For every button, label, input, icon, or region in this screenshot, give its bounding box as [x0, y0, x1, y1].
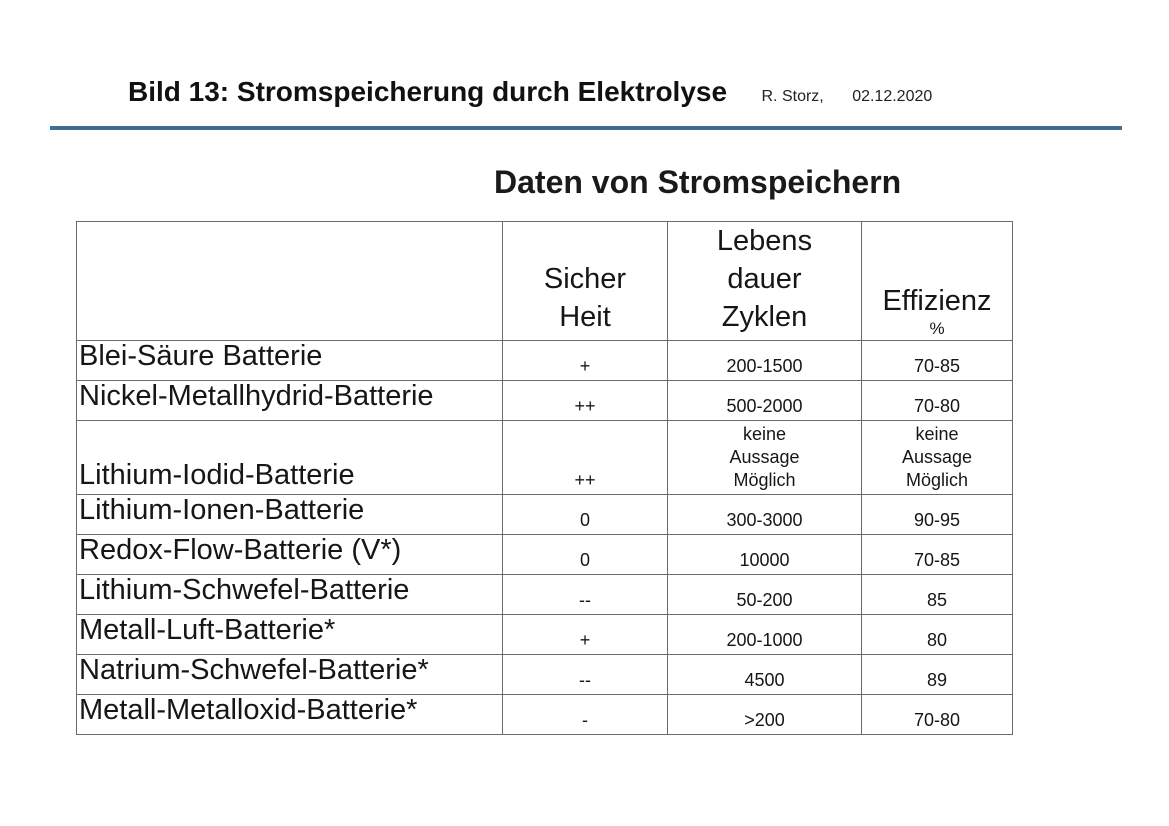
header-cell-lifetime [668, 222, 862, 341]
efficiency-line: Möglich [905, 470, 969, 490]
efficiency-cell: 89 [862, 655, 1013, 695]
lifetime-line: Möglich [733, 470, 796, 490]
efficiency-line: Aussage [901, 447, 973, 467]
page-title: Bild 13: Stromspeicherung durch Elektrolyse [128, 76, 728, 107]
safety-cell: -- [503, 575, 668, 615]
table-row [77, 535, 1013, 575]
header-safety-line: Heit [559, 301, 611, 333]
table-row [77, 341, 1013, 381]
lifetime-line: keine [742, 424, 787, 444]
efficiency-line: keine [915, 424, 959, 444]
efficiency-cell [862, 421, 1013, 495]
efficiency-cell: 70-80 [862, 695, 1013, 735]
safety-cell: + [503, 341, 668, 381]
safety-cell: ++ [503, 381, 668, 421]
efficiency-cell: 70-80 [862, 381, 1013, 421]
table-row [77, 421, 1013, 495]
lifetime-cell: 10000 [668, 535, 862, 575]
efficiency-cell: 70-85 [862, 341, 1013, 381]
table-row [77, 655, 1013, 695]
slide-header [128, 76, 932, 110]
battery-name-cell: Redox-Flow-Batterie (V*) [77, 535, 503, 575]
efficiency-cell: 90-95 [862, 495, 1013, 535]
battery-name-cell: Natrium-Schwefel-Batterie* [77, 655, 503, 695]
table-header-row [77, 222, 1013, 341]
safety-cell: 0 [503, 535, 668, 575]
lifetime-line: Aussage [729, 447, 800, 467]
battery-name-cell: Nickel-Metallhydrid-Batterie [77, 381, 503, 421]
table-row [77, 615, 1013, 655]
safety-cell: 0 [503, 495, 668, 535]
storage-data-table [76, 221, 1013, 735]
table-row [77, 381, 1013, 421]
header-cell-efficiency [862, 222, 1013, 341]
lifetime-cell: 300-3000 [668, 495, 862, 535]
date-label: 02.12.2020 [852, 88, 933, 105]
lifetime-cell [668, 421, 862, 495]
header-cell-name [77, 222, 503, 341]
safety-cell: - [503, 695, 668, 735]
efficiency-cell: 85 [862, 575, 1013, 615]
efficiency-cell: 70-85 [862, 535, 1013, 575]
lifetime-cell: 4500 [668, 655, 862, 695]
lifetime-cell: 200-1000 [668, 615, 862, 655]
slide-heading: Daten von Stromspeichern [494, 164, 902, 200]
lifetime-cell: 50-200 [668, 575, 862, 615]
safety-cell: + [503, 615, 668, 655]
lifetime-cell: 500-2000 [668, 381, 862, 421]
battery-name-cell: Metall-Luft-Batterie* [77, 615, 503, 655]
battery-name-cell: Lithium-Schwefel-Batterie [77, 575, 503, 615]
battery-name-cell: Blei-Säure Batterie [77, 341, 503, 381]
safety-cell: ++ [503, 421, 668, 495]
header-cell-safety [503, 222, 668, 341]
lifetime-cell: >200 [668, 695, 862, 735]
header-lifetime-line: Lebens [716, 225, 813, 257]
header-divider [50, 126, 1122, 130]
safety-cell: -- [503, 655, 668, 695]
battery-name-cell: Metall-Metalloxid-Batterie* [77, 695, 503, 735]
header-safety-line: Sicher [543, 263, 627, 295]
efficiency-cell: 80 [862, 615, 1013, 655]
lifetime-cell: 200-1500 [668, 341, 862, 381]
author-label: R. Storz, [761, 88, 824, 105]
header-efficiency-unit: % [929, 319, 945, 338]
table-row [77, 575, 1013, 615]
header-lifetime-line: dauer [727, 263, 802, 295]
header-lifetime-line: Zyklen [721, 301, 808, 333]
battery-name-cell: Lithium-Ionen-Batterie [77, 495, 503, 535]
table-row [77, 495, 1013, 535]
battery-name-cell: Lithium-Iodid-Batterie [77, 421, 503, 495]
header-efficiency-label: Effizienz [882, 285, 992, 317]
table-row [77, 695, 1013, 735]
